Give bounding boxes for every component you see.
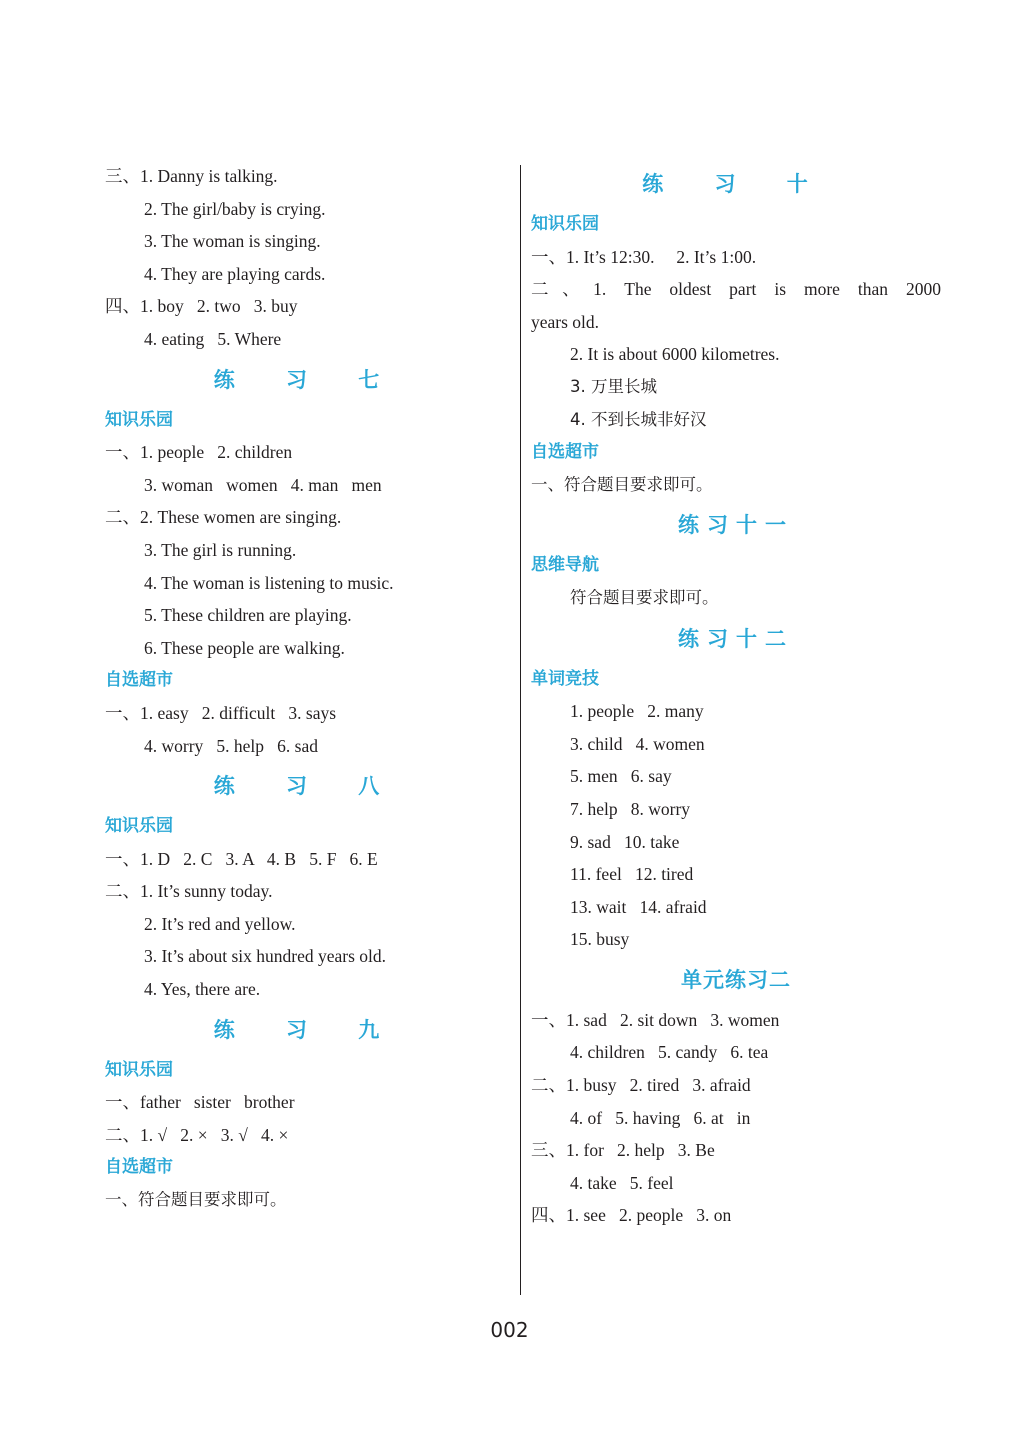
answer-line: 3. The girl is running. xyxy=(144,539,297,560)
answer-line: 四、1. boy 2. two 3. buy xyxy=(105,296,298,317)
exercise-title: 练 习 八 xyxy=(213,774,402,799)
section-heading: 知识乐园 xyxy=(105,816,173,837)
answer-line: 三、1. Danny is talking. xyxy=(105,166,278,186)
answer-line: 5. These children are playing. xyxy=(144,605,352,626)
section-heading: 自选超市 xyxy=(105,1157,173,1178)
section-heading: 知识乐园 xyxy=(531,214,599,234)
answer-line: 一、1. easy 2. difficult 3. says xyxy=(105,702,337,723)
answer-line: 2. It’s red and yellow. xyxy=(144,913,296,934)
answer-line: 9. sad 10. take xyxy=(570,831,680,852)
answer-line: 一、符合题目要求即可。 xyxy=(105,1190,287,1210)
answer-line: 二、2. These women are singing. xyxy=(105,507,342,528)
answer-line: 6. These people are walking. xyxy=(144,637,345,658)
answer-line: 4. They are playing cards. xyxy=(144,263,326,284)
section-heading: 思维导航 xyxy=(531,555,599,576)
answer-line: 一、1. D 2. C 3. A 4. B 5. F 6. E xyxy=(105,848,378,869)
section-heading: 单词竞技 xyxy=(531,668,599,689)
answer-line: 一、1. It’s 12:30. 2. It’s 1:00. xyxy=(531,246,757,267)
exercise-title: 练 习 九 xyxy=(213,1017,402,1042)
answer-line: 4. children 5. candy 6. tea xyxy=(570,1042,769,1063)
answer-line: 5. men 6. say xyxy=(570,766,672,787)
answer-line: 15. busy xyxy=(570,929,630,950)
exercise-title: 练 习 七 xyxy=(213,367,402,392)
answer-line: 四、1. see 2. people 3. on xyxy=(531,1205,732,1226)
answer-line: 二、1. busy 2. tired 3. afraid xyxy=(531,1075,751,1096)
answer-line: 二、1. It’s sunny today. xyxy=(105,881,273,902)
unit-title: 单元练习二 xyxy=(681,967,791,992)
answer-line: 一、1. sad 2. sit down 3. women xyxy=(531,1009,780,1030)
answer-line: 符合题目要求即可。 xyxy=(570,587,719,607)
answer-line: 3. child 4. women xyxy=(570,733,705,754)
section-heading: 知识乐园 xyxy=(105,409,173,430)
answer-line: 4. worry 5. help 6. sad xyxy=(144,735,319,756)
answer-line: 4. eating 5. Where xyxy=(144,328,282,349)
right-column xyxy=(531,160,941,1232)
answer-line: 7. help 8. worry xyxy=(570,798,691,819)
answer-line: 4. 不到长城非好汉 xyxy=(570,409,707,429)
section-heading: 自选超市 xyxy=(531,442,599,463)
column-divider xyxy=(520,165,521,1295)
answer-line: 4. The woman is listening to music. xyxy=(144,572,394,593)
answer-line: 3. The woman is singing. xyxy=(144,231,321,252)
answer-line: 一、符合题目要求即可。 xyxy=(531,474,713,494)
answer-line: 11. feel 12. tired xyxy=(570,864,694,885)
exercise-title: 练 习 十 xyxy=(642,172,830,196)
section-heading: 自选超市 xyxy=(105,670,173,691)
answer-line: 二、1. √ 2. × 3. √ 4. × xyxy=(105,1124,289,1145)
answer-line: 3. woman women 4. man men xyxy=(144,474,382,495)
page-number: 002 xyxy=(490,1318,529,1342)
answer-line: 4. Yes, there are. xyxy=(144,979,261,1000)
exercise-title: 练习十二 xyxy=(678,626,794,651)
answer-line: 2. It is about 6000 kilometres. xyxy=(570,344,780,365)
answer-line: 三、1. for 2. help 3. Be xyxy=(531,1140,715,1161)
answer-line: 2. The girl/baby is crying. xyxy=(144,198,326,219)
section-heading: 知识乐园 xyxy=(105,1059,173,1080)
answer-line: 一、1. people 2. children xyxy=(105,442,293,463)
answer-line: 1. people 2. many xyxy=(570,701,704,722)
answer-line: 4. take 5. feel xyxy=(570,1172,674,1193)
answer-line: 3. It’s about six hundred years old. xyxy=(144,946,387,967)
answer-line: 3. 万里长城 xyxy=(570,376,657,396)
answer-line: 13. wait 14. afraid xyxy=(570,896,707,917)
answer-line: 二、1. The oldest part is more than 2000 xyxy=(531,279,941,300)
answer-line: 一、father sister brother xyxy=(105,1092,295,1113)
exercise-title: 练习十一 xyxy=(678,513,794,538)
answer-line: years old. xyxy=(531,311,600,332)
answer-line: 4. of 5. having 6. at in xyxy=(570,1107,751,1128)
left-column xyxy=(105,160,510,1217)
